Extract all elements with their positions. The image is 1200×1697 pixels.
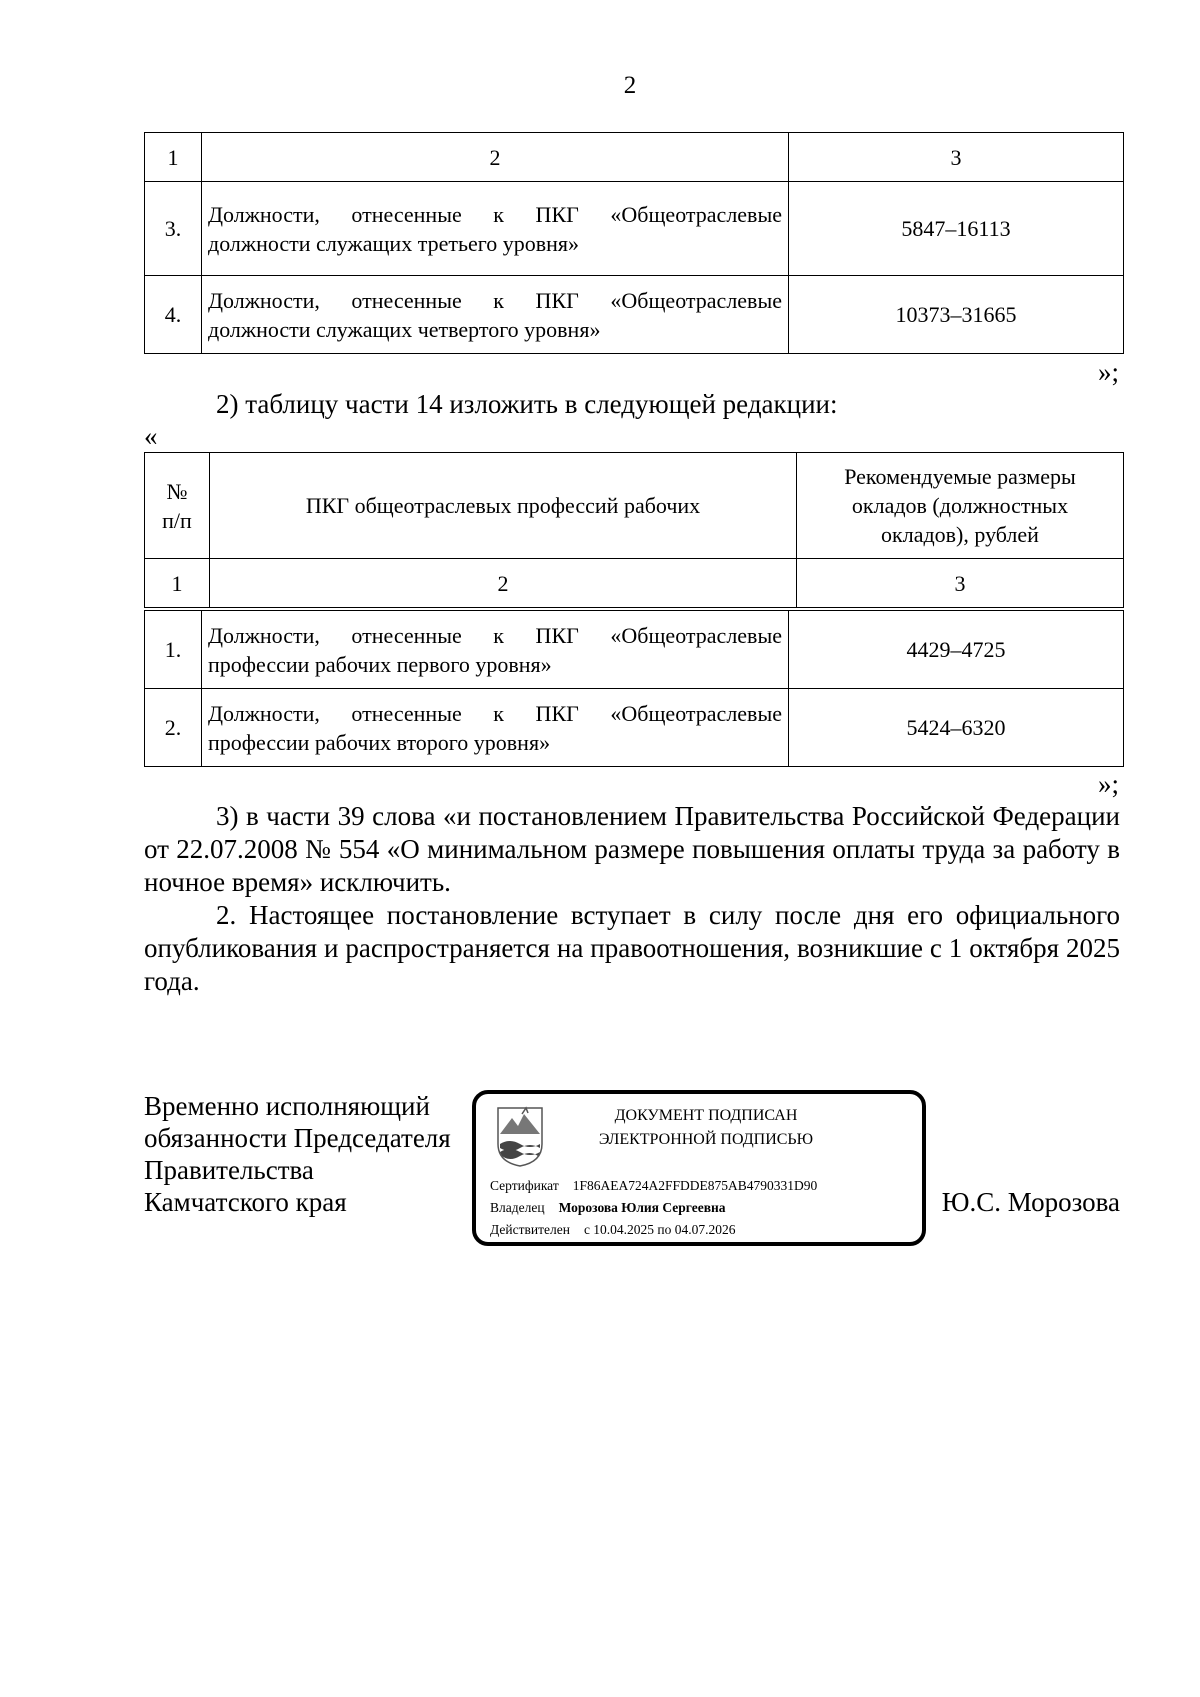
row-range: 4429–4725 [789, 611, 1124, 689]
kamchatka-emblem-icon [492, 1104, 548, 1168]
header-number: № п/п [145, 453, 210, 559]
signer-line: Камчатского края [144, 1187, 347, 1217]
row-number: 2. [145, 689, 202, 767]
stamp-title [566, 1104, 846, 1152]
stamp-title-line: ЭЛЕКТРОННОЙ ПОДПИСЬЮ [598, 1131, 814, 1148]
table-row [145, 182, 1124, 276]
row-number: 1. [145, 611, 202, 689]
row-number: 3. [145, 182, 202, 276]
workers-table-body [144, 610, 1124, 767]
validity-label: Действителен [490, 1222, 570, 1237]
owner-label: Владелец [490, 1200, 545, 1215]
table-header-row [145, 453, 1124, 559]
signer-line: обязанности Председателя [144, 1123, 451, 1153]
row-name: Должности, отнесенные к ПКГ «Общеотраслевые профессии рабочих второго уровня» [202, 689, 789, 767]
opening-quote: « [144, 421, 158, 451]
paragraph-2 [144, 899, 1120, 998]
owner-value: Морозова Юлия Сергеевна [558, 1200, 726, 1215]
row-name: Должности, отнесенные к ПКГ «Общеотраслевые должности служащих третьего уровня» [202, 182, 789, 276]
electronic-signature-stamp [472, 1090, 926, 1246]
positions-table-continuation [144, 132, 1124, 354]
table-numbering-row [145, 133, 1124, 182]
item-3-paragraph [144, 800, 1120, 899]
table-row [145, 276, 1124, 354]
table-row [145, 689, 1124, 767]
workers-table-header [144, 452, 1124, 608]
header-name: ПКГ общеотраслевых профессий рабочих [210, 453, 797, 559]
table-numbering-row [145, 559, 1124, 608]
row-number: 4. [145, 276, 202, 354]
certificate-value: 1F86AEA724A2FFDDE875AB4790331D90 [572, 1178, 818, 1193]
table-cell: 1 [145, 133, 202, 182]
stamp-validity-row [490, 1222, 736, 1238]
row-name: Должности, отнесенные к ПКГ «Общеотраслевые профессии рабочих первого уровня» [202, 611, 789, 689]
table-row [145, 611, 1124, 689]
certificate-label: Сертификат [490, 1178, 559, 1193]
table-cell: 2 [210, 559, 797, 608]
paragraph-2-text: 2. Настоящее постановление вступает в силу после дня его официального опубликования и распространяется на правоотношения, возникшие с 1 октября 2025 года. [144, 900, 1120, 996]
signer-line: Временно исполняющий [144, 1091, 430, 1121]
row-range: 5424–6320 [789, 689, 1124, 767]
signer-name: Ю.С. Морозова [941, 1187, 1120, 1217]
row-range: 10373–31665 [789, 276, 1124, 354]
validity-value: с 10.04.2025 по 04.07.2026 [583, 1222, 736, 1237]
signer-line: Правительства [144, 1155, 314, 1185]
row-range: 5847–16113 [789, 182, 1124, 276]
item-2-text: 2) таблицу части 14 изложить в следующей редакции: [216, 389, 838, 419]
page-number: 2 [623, 72, 637, 99]
signer-title [144, 1090, 451, 1218]
stamp-title-line: ДОКУМЕНТ ПОДПИСАН [614, 1107, 798, 1124]
row-name: Должности, отнесенные к ПКГ «Общеотраслевые должности служащих четвертого уровня» [202, 276, 789, 354]
stamp-certificate-row [490, 1178, 817, 1194]
table-cell: 1 [145, 559, 210, 608]
item-3-text: 3) в части 39 слова «и постановлением Правительства Российской Федерации от 22.07.2008 № 554 «О минимальном размере повышения оплаты труда за работу в ночное время» исключить. [144, 801, 1120, 897]
header-salary: Рекомендуемые размеры окладов (должностных окладов), рублей [797, 453, 1124, 559]
table-cell: 3 [797, 559, 1124, 608]
stamp-owner-row [490, 1200, 726, 1216]
closing-quote: »; [1098, 357, 1120, 387]
table-cell: 3 [789, 133, 1124, 182]
table-cell: 2 [202, 133, 789, 182]
closing-quote: »; [1098, 769, 1120, 799]
